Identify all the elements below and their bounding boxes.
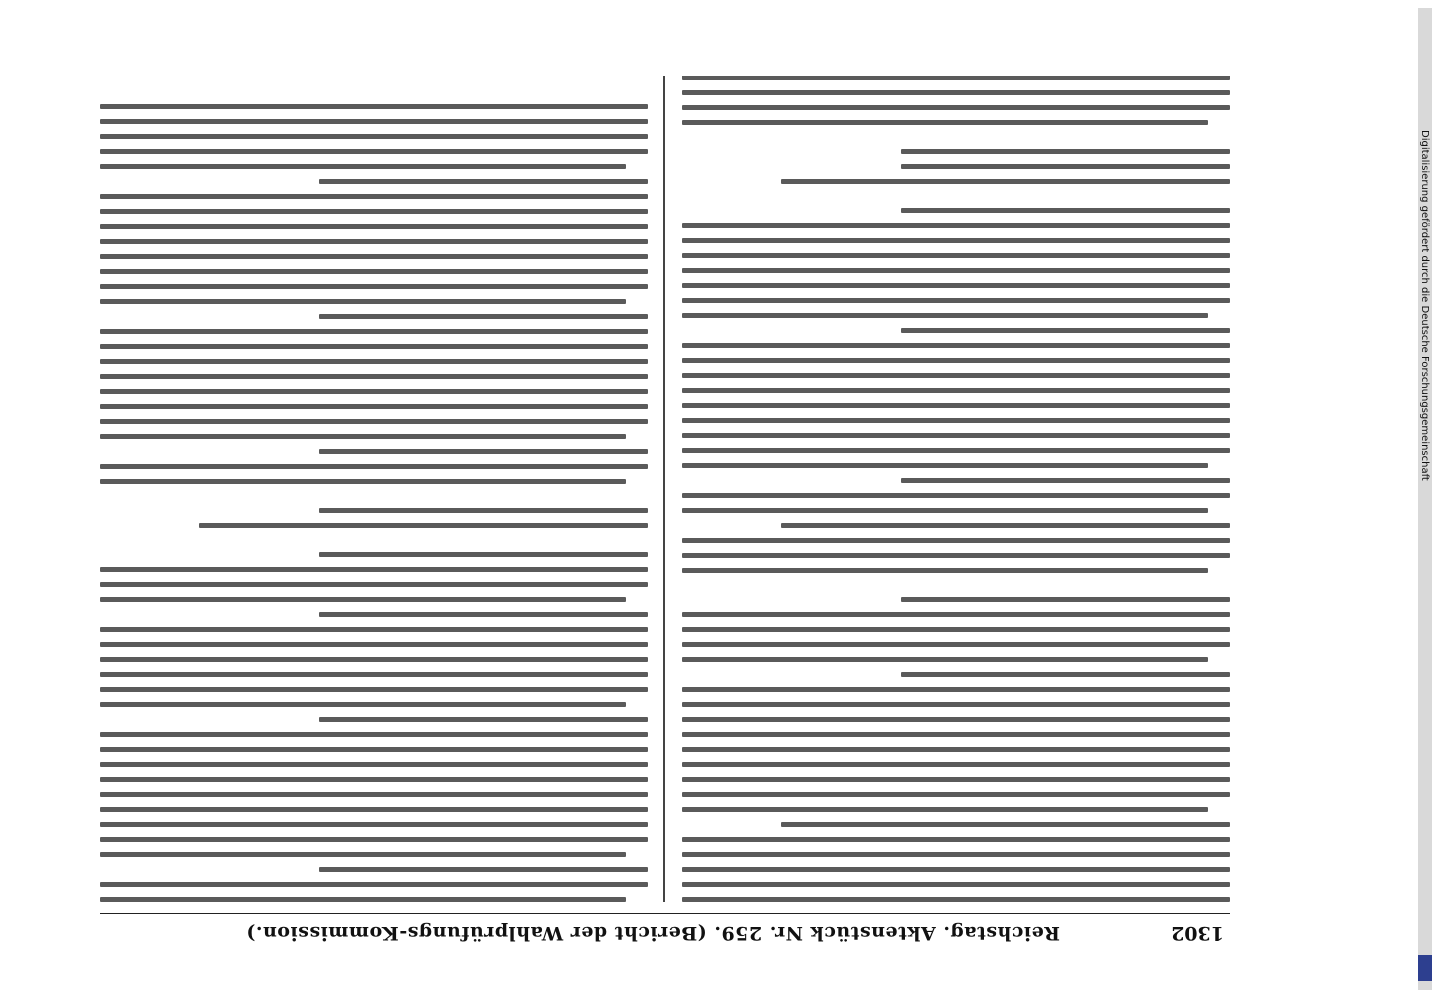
- running-title: Reichstag. Aktenstück Nr. 259. (Bericht der Wahlprüfungs-Kommission.): [245, 922, 1060, 944]
- dfg-logo: [1418, 955, 1432, 981]
- column-divider: [664, 76, 666, 902]
- page-number: 1302: [1171, 922, 1224, 944]
- right-text-column: [100, 76, 648, 902]
- left-text-column: [682, 76, 1230, 902]
- page-header: [100, 913, 1230, 950]
- printed-page: [100, 70, 1230, 950]
- digitization-credit: Digitalisierung gefördert durch die Deutsche Forschungsgemeinschaft: [1419, 130, 1430, 481]
